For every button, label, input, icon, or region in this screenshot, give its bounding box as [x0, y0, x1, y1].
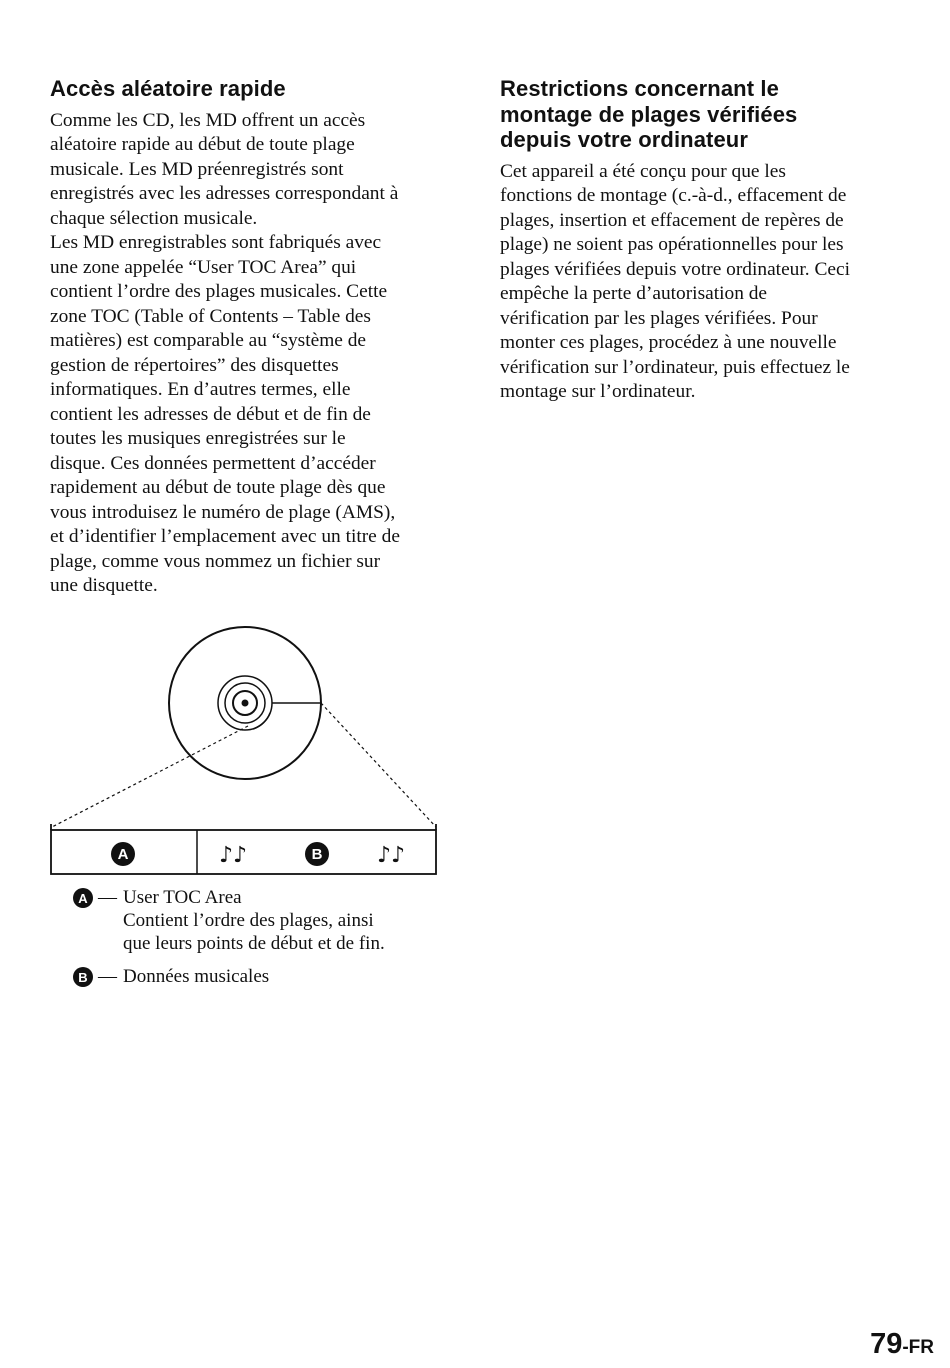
legend-dash: — — [98, 966, 117, 987]
left-body-text — [50, 109, 442, 599]
text-line: zone TOC (Table of Contents – Table des — [50, 305, 371, 327]
heading-line: montage de plages vérifiées — [500, 101, 798, 127]
text-line: matières) est comparable au “système de — [50, 330, 367, 351]
page-number — [870, 1328, 934, 1361]
zoom-line-right — [321, 703, 436, 827]
text-line: rapidement au début de toute plage dès que — [50, 477, 386, 498]
legend-desc-a-line1: Contient l’ordre des plages, ainsi — [123, 910, 374, 931]
music-notes-icon: ♪♪ — [376, 843, 406, 868]
section-heading-random-access: Accès aléatoire rapide — [50, 76, 286, 101]
page-number-value: 79 — [870, 1328, 903, 1360]
text-line: montage sur l’ordinateur. — [500, 381, 696, 402]
marker-a-letter: A — [117, 846, 129, 863]
disc-illustration — [169, 627, 321, 779]
text-line: toutes les musiques enregistrées sur le — [50, 428, 346, 449]
legend-badge-b: B — [73, 967, 93, 987]
heading-line: depuis votre ordinateur — [500, 127, 749, 152]
text-line: enregistrés avec les adresses correspondant à — [50, 183, 399, 204]
section-heading-restrictions — [500, 76, 900, 153]
zoom-line-left — [52, 726, 248, 827]
text-line: vérification par les plages vérifiées. Pour — [500, 307, 818, 329]
text-line: une disquette. — [50, 575, 158, 596]
legend-title-b: Données musicales — [123, 966, 270, 987]
text-line: Les MD enregistrables sont fabriqués avec — [50, 232, 382, 253]
heading-line: Restrictions concernant le — [500, 76, 779, 101]
text-line: plages vérifiées depuis votre ordinateur. Ceci — [500, 258, 850, 280]
legend-title-a: User TOC Area — [123, 887, 242, 908]
legend-item-b — [73, 965, 385, 988]
text-line: une zone appelée “User TOC Area” qui — [50, 256, 357, 278]
track-strip — [51, 824, 436, 874]
minidisc-toc-diagram — [40, 618, 450, 880]
text-line: plage) ne soient pas opérationnelles pour les — [500, 234, 844, 255]
left-column — [50, 76, 442, 599]
text-line: et d’identifier l’emplacement avec un titre de — [50, 526, 400, 547]
diagram-legend — [73, 886, 385, 988]
right-body-text — [500, 160, 900, 405]
music-notes-icon: ♪♪ — [218, 843, 248, 868]
text-line: vous introduisez le numéro de plage (AMS), — [50, 501, 396, 523]
text-line: informatiques. En d’autres termes, elle — [50, 379, 351, 400]
legend-dash: — — [98, 887, 117, 908]
text-line: Cet appareil a été conçu pour que les — [500, 160, 786, 182]
text-line: disque. Ces données permettent d’accéder — [50, 452, 376, 474]
text-line: Comme les CD, les MD offrent un accès — [50, 109, 366, 131]
text-line: chaque sélection musicale. — [50, 207, 258, 229]
text-line: gestion de répertoires” des disquettes — [50, 354, 339, 376]
disc-center-hole — [242, 700, 249, 707]
legend-badge-a: A — [73, 888, 93, 908]
text-line: contient les adresses de début et de fin de — [50, 403, 371, 425]
text-line: vérification sur l’ordinateur, puis effectuez le — [500, 356, 850, 378]
legend-desc-a-line2: que leurs points de début et de fin. — [123, 933, 385, 954]
text-line: plages, insertion et effacement de repères de — [500, 209, 844, 231]
text-line: fonctions de montage (c.-à-d., effacement de — [500, 185, 847, 206]
right-column — [500, 76, 900, 405]
text-line: empêche la perte d’autorisation de — [500, 283, 768, 304]
text-line: musicale. Les MD préenregistrés sont — [50, 158, 344, 180]
text-line: plage, comme vous nommez un fichier sur — [50, 550, 381, 572]
page-language-suffix: -FR — [902, 1337, 934, 1358]
text-line: monter ces plages, procédez à une nouvelle — [500, 332, 837, 353]
text-line: aléatoire rapide au début de toute plage — [50, 134, 355, 155]
marker-b-letter: B — [311, 846, 323, 863]
text-line: contient l’ordre des plages musicales. Cette — [50, 281, 388, 302]
legend-item-a — [73, 886, 385, 909]
